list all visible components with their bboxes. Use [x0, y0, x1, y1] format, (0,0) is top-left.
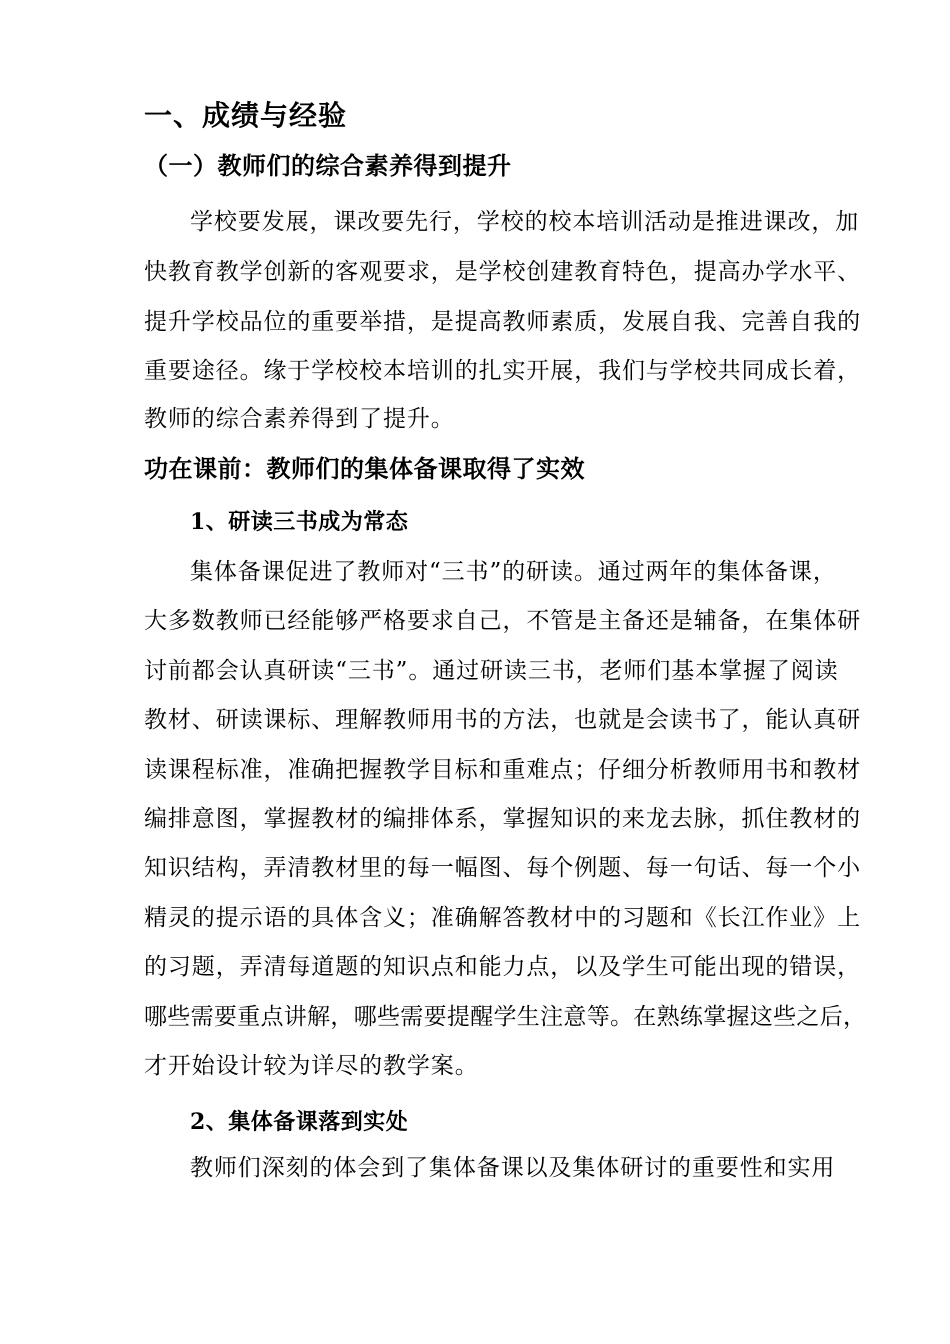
paragraph-line: 快教育教学创新的客观要求，是学校创建教育特色，提高办学水平、	[144, 259, 861, 285]
paragraph-line: 讨前都会认真研读“三书”。通过研读三书，老师们基本掌握了阅读	[144, 658, 839, 684]
paragraph-line: 重要途径。缘于学校校本培训的扎实开展，我们与学校共同成长着，	[144, 358, 861, 384]
paragraph-line: 的习题，弄清每道题的知识点和能力点，以及学生可能出现的错误，	[144, 954, 861, 980]
paragraph-line: 知识结构，弄清教材里的每一幅图、每个例题、每一句话、每一个小	[144, 855, 861, 881]
paragraph-line: 教材、研读课标、理解教师用书的方法，也就是会读书了，能认真研	[144, 707, 861, 733]
paragraph-line: 教师的综合素养得到了提升。	[144, 406, 455, 432]
subheading-reading-three-books: 1、研读三书成为常态	[190, 509, 409, 535]
paragraph-line: 学校要发展，课改要先行，学校的校本培训活动是推进课改，加	[190, 209, 860, 235]
paragraph-line: 教师们深刻的体会到了集体备课以及集体研讨的重要性和实用	[190, 1155, 836, 1181]
paragraph-line: 读课程标准，准确把握教学目标和重难点；仔细分析教师用书和教材	[144, 757, 861, 783]
paragraph-line: 才开始设计较为详尽的教学案。	[144, 1053, 479, 1079]
heading-achievements: 一、成绩与经验	[144, 99, 348, 132]
paragraph-line: 大多数教师已经能够严格要求自己，不管是主备还是辅备，在集体研	[144, 608, 861, 634]
subheading-collective-prep-implemented: 2、集体备课落到实处	[190, 1109, 409, 1135]
heading-collective-lesson-prep: 功在课前：教师们的集体备课取得了实效	[144, 454, 585, 483]
paragraph-line: 精灵的提示语的具体含义；准确解答教材中的习题和《长江作业》上	[144, 905, 861, 931]
paragraph-line: 提升学校品位的重要举措，是提高教师素质，发展自我、完善自我的	[144, 309, 861, 335]
heading-teacher-quality: （一）教师们的综合素养得到提升	[144, 151, 512, 180]
paragraph-line: 集体备课促进了教师对“三书”的研读。通过两年的集体备课，	[190, 559, 837, 585]
paragraph-line: 哪些需要重点讲解，哪些需要提醒学生注意等。在熟练掌握这些之后，	[144, 1004, 867, 1030]
paragraph-line: 编排意图，掌握教材的编排体系，掌握知识的来龙去脉，抓住教材的	[144, 806, 861, 832]
